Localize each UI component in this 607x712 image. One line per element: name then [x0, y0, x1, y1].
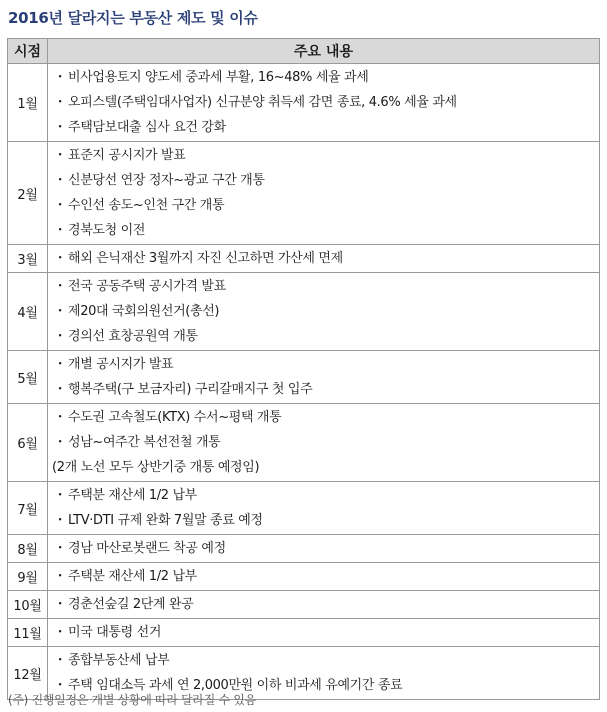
table-row [8, 482, 600, 535]
month-cell: 10월 [8, 591, 48, 619]
list-item [52, 430, 599, 455]
item-text: 경남 마산로봇랜드 착공 예정 [68, 541, 226, 556]
item-text: 성남~여주간 복선전철 개통 [68, 435, 221, 450]
bullet-mark: ・ [53, 251, 67, 266]
bullet-mark: ・ [53, 223, 67, 238]
month-cell: 5월 [8, 351, 48, 404]
header-period: 시점 [8, 39, 48, 64]
table-row [8, 563, 600, 591]
content-cell [48, 535, 600, 563]
item-text: 해외 은닉재산 3월까지 자진 신고하면 가산세 면제 [68, 251, 343, 266]
list-item [52, 218, 599, 243]
item-text: 주택 임대소득 과세 연 2,000만원 이하 비과세 유예기간 종료 [68, 678, 403, 693]
item-text: 경북도청 이전 [68, 223, 146, 238]
table-row [8, 591, 600, 619]
list-item [52, 620, 599, 645]
item-text: 경의선 효창공원역 개통 [68, 329, 198, 344]
item-text: 제20대 국회의원선거(총선) [68, 304, 220, 319]
bullet-mark: ・ [53, 148, 67, 163]
table-row [8, 619, 600, 647]
list-item [52, 193, 599, 218]
bullet-mark: ・ [53, 410, 67, 425]
content-cell [48, 245, 600, 273]
item-text: 수인선 송도~인천 구간 개통 [68, 198, 225, 213]
bullet-mark: ・ [53, 279, 67, 294]
item-text: 오피스텔(주택임대사업자) 신규분양 취득세 감면 종료, 4.6% 세율 과세 [68, 95, 457, 110]
list-item [52, 65, 599, 90]
item-text: 주택분 재산세 1/2 납부 [68, 569, 197, 584]
item-text: 수도권 고속철도(KTX) 수서~평택 개통 [68, 410, 282, 425]
list-item [52, 143, 599, 168]
month-cell: 8월 [8, 535, 48, 563]
schedule-table [7, 38, 600, 700]
list-item [52, 352, 599, 377]
list-item [52, 592, 599, 617]
list-item [52, 168, 599, 193]
header-content: 주요 내용 [48, 39, 600, 64]
list-item [52, 115, 599, 140]
bullet-mark: ・ [53, 382, 67, 397]
item-text: 개별 공시지가 발표 [68, 357, 174, 372]
bullet-mark: ・ [53, 357, 67, 372]
list-item [52, 90, 599, 115]
month-cell: 6월 [8, 404, 48, 482]
item-text: 주택담보대출 심사 요건 강화 [68, 120, 226, 135]
page-title: 2016년 달라지는 부동산 제도 및 이슈 [8, 9, 258, 27]
item-text: 경춘선숲길 2단계 완공 [68, 597, 194, 612]
content-cell [48, 482, 600, 535]
bullet-mark: ・ [53, 513, 67, 528]
bullet-mark: ・ [53, 70, 67, 85]
bullet-mark: ・ [53, 678, 67, 693]
list-item [52, 246, 599, 271]
table-row [8, 535, 600, 563]
list-item [52, 648, 599, 673]
list-item [52, 324, 599, 349]
bullet-mark: ・ [53, 120, 67, 135]
bullet-mark: ・ [53, 95, 67, 110]
table-row [8, 245, 600, 273]
content-cell [48, 591, 600, 619]
content-cell [48, 351, 600, 404]
bullet-mark: ・ [53, 541, 67, 556]
content-cell [48, 404, 600, 482]
item-note: (2개 노선 모두 상반기중 개통 예정임) [52, 460, 260, 475]
list-item [52, 508, 599, 533]
month-cell: 7월 [8, 482, 48, 535]
list-item [52, 536, 599, 561]
list-item [52, 299, 599, 324]
month-cell: 11월 [8, 619, 48, 647]
bullet-mark: ・ [53, 435, 67, 450]
table-row [8, 64, 600, 142]
content-cell [48, 273, 600, 351]
list-item [52, 274, 599, 299]
footnote: (주) 진행일정은 개별 상황에 따라 달라질 수 있음 [8, 693, 256, 707]
item-text: 주택분 재산세 1/2 납부 [68, 488, 197, 503]
bullet-mark: ・ [53, 653, 67, 668]
item-text: 표준지 공시지가 발표 [68, 148, 186, 163]
table-row [8, 404, 600, 482]
list-item [52, 564, 599, 589]
item-text: 비사업용토지 양도세 중과세 부활, 16~48% 세율 과세 [68, 70, 369, 85]
item-text: LTV·DTI 규제 완화 7월말 종료 예정 [68, 513, 263, 528]
item-text: 신분당선 연장 정자~광교 구간 개통 [68, 173, 265, 188]
month-cell: 2월 [8, 142, 48, 245]
table-row [8, 142, 600, 245]
bullet-mark: ・ [53, 198, 67, 213]
item-text: 종합부동산세 납부 [68, 653, 170, 668]
content-cell [48, 142, 600, 245]
list-item [52, 377, 599, 402]
table-row [8, 273, 600, 351]
bullet-mark: ・ [53, 173, 67, 188]
item-text: 미국 대통령 선거 [68, 625, 162, 640]
table-row [8, 351, 600, 404]
month-cell: 3월 [8, 245, 48, 273]
content-cell [48, 64, 600, 142]
list-item [52, 405, 599, 430]
bullet-mark: ・ [53, 625, 67, 640]
item-text: 행복주택(구 보금자리) 구리갈매지구 첫 입주 [68, 382, 313, 397]
item-text: 전국 공동주택 공시가격 발표 [68, 279, 226, 294]
bullet-mark: ・ [53, 569, 67, 584]
month-cell: 12월 [8, 647, 48, 700]
table-header-row [8, 39, 600, 64]
bullet-mark: ・ [53, 488, 67, 503]
bullet-mark: ・ [53, 304, 67, 319]
bullet-mark: ・ [53, 597, 67, 612]
bullet-mark: ・ [53, 329, 67, 344]
month-cell: 1월 [8, 64, 48, 142]
content-cell [48, 619, 600, 647]
month-cell: 9월 [8, 563, 48, 591]
content-cell [48, 563, 600, 591]
month-cell: 4월 [8, 273, 48, 351]
list-item [52, 483, 599, 508]
